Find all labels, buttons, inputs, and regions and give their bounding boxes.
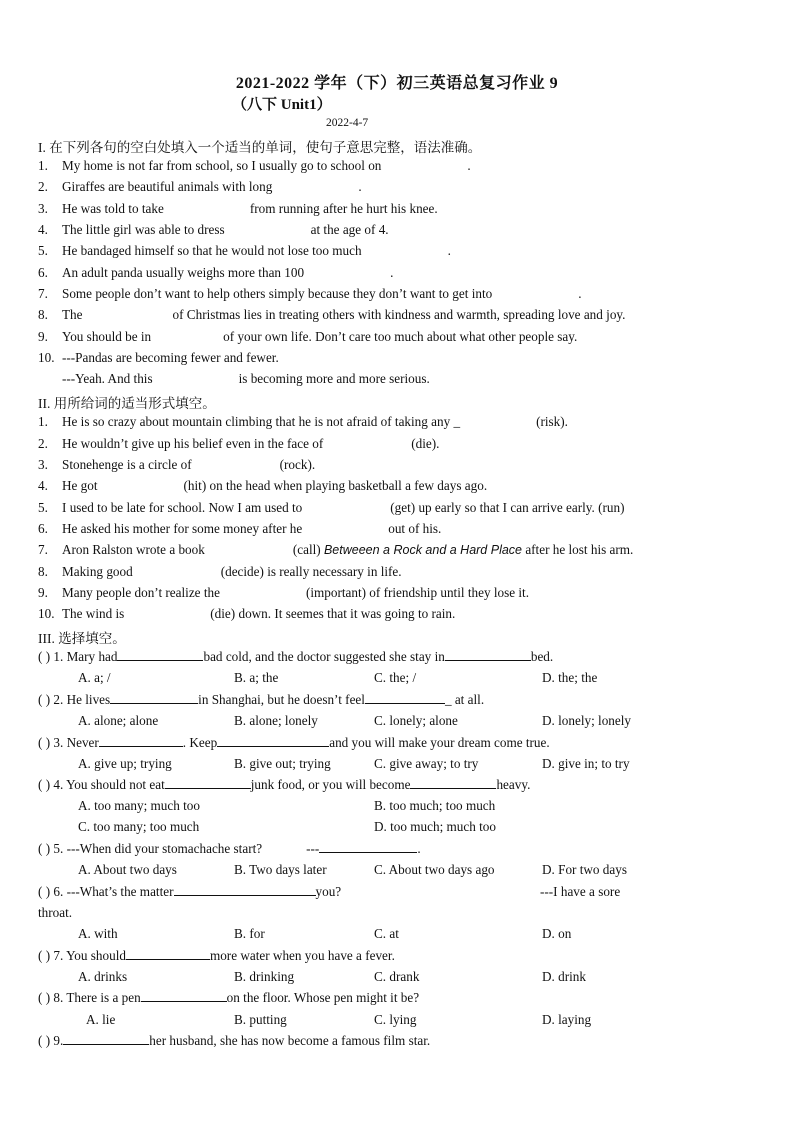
s2-item-7: 7. Aron Ralston wrote a book (call) Betweeen a Rock and a Hard Place after he lost his arm. xyxy=(38,542,634,557)
mc-question-2: ( ) 2. He lives in Shanghai, but he doesn’t feel _ at all. xyxy=(38,692,485,707)
mc-question-3: ( ) 3. Never . Keep and you will make your dream come true. xyxy=(38,735,550,750)
q3-option-c: C. give away; to try xyxy=(374,756,479,771)
worksheet-date: 2022-4-7 xyxy=(326,117,369,129)
mc-question-6: ( ) 6. ---What’s the matter you? xyxy=(38,884,342,899)
s1-item-1: 1. My home is not far from school, so I usually go to school on . xyxy=(38,158,471,173)
q4-option-d: D. too much; much too xyxy=(374,819,496,834)
q3-option-d: D. give in; to try xyxy=(542,756,630,771)
s2-item-8: 8. Making good (decide) is really necessary in life. xyxy=(38,564,402,579)
q6-reply: ---I have a sore xyxy=(540,884,621,899)
q8-option-c: C. lying xyxy=(374,1012,417,1027)
q6-option-b: B. for xyxy=(234,926,265,941)
mc-question-8: ( ) 8. There is a pen on the floor. Whose pen might it be? xyxy=(38,990,420,1005)
q7-option-a: A. drinks xyxy=(78,969,128,984)
s2-item-5: 5. I used to be late for school. Now I am used to (get) up early so that I can arrive early. (run) xyxy=(38,500,625,515)
q8-option-d: D. laying xyxy=(542,1012,592,1027)
section-2-heading: II. 用所给词的适当形式填空。 xyxy=(38,396,216,411)
mc-question-7: ( ) 7. You should more water when you have a fever. xyxy=(38,948,395,963)
q5-option-b: B. Two days later xyxy=(234,862,327,877)
q3-option-b: B. give out; trying xyxy=(234,756,331,771)
q5-option-a: A. About two days xyxy=(78,862,177,877)
s2-item-3: 3. Stonehenge is a circle of (rock). xyxy=(38,457,316,472)
q1-option-c: C. the; / xyxy=(374,670,417,685)
q2-option-c: C. lonely; alone xyxy=(374,713,458,728)
mc-question-4: ( ) 4. You should not eat junk food, or you will become heavy. xyxy=(38,777,531,792)
s2-item-9: 9. Many people don’t realize the (important) of friendship until they lose it. xyxy=(38,585,530,600)
mc-question-5: ( ) 5. ---When did your stomachache start? --- . xyxy=(38,841,421,856)
q4-option-c: C. too many; too much xyxy=(78,819,200,834)
q5-option-d: D. For two days xyxy=(542,862,627,877)
s2-item-2: 2. He wouldn’t give up his belief even in the face of (die). xyxy=(38,436,440,451)
q2-option-d: D. lonely; lonely xyxy=(542,713,632,728)
worksheet-subtitle: （八下 Unit1） xyxy=(232,97,332,113)
mc-question-1: ( ) 1. Mary had bad cold, and the doctor suggested she stay in bed. xyxy=(38,649,554,664)
s1-item-8: 8. The of Christmas lies in treating others with kindness and warmth, spreading love and joy. xyxy=(38,307,626,322)
worksheet-title: 2021-2022 学年（下）初三英语总复习作业 9 xyxy=(235,75,559,92)
q6-option-a: A. with xyxy=(78,926,118,941)
s2-item-4: 4. He got (hit) on the head when playing basketball a few days ago. xyxy=(38,478,488,493)
s1-item-5: 5. He bandaged himself so that he would not lose too much . xyxy=(38,243,451,258)
s1-item-10-reply: ---Yeah. And this is becoming more and more serious. xyxy=(62,371,430,386)
q1-option-b: B. a; the xyxy=(234,670,279,685)
q7-option-d: D. drink xyxy=(542,969,586,984)
q2-option-a: A. alone; alone xyxy=(78,713,159,728)
s1-item-9: 9. You should be in of your own life. Don’t care too much about what other people say. xyxy=(38,329,578,344)
section-1-heading: I. 在下列各句的空白处填入一个适当的单词，使句子意思完整，语法准确。 xyxy=(38,140,482,155)
s1-item-10: 10. ---Pandas are becoming fewer and fewer. xyxy=(38,350,279,365)
s2-item-6: 6. He asked his mother for some money after he out of his. xyxy=(38,521,442,536)
s1-item-4: 4. The little girl was able to dress at the age of 4. xyxy=(38,222,389,237)
book-title: Betweeen a Rock and a Hard Place xyxy=(323,543,523,557)
q7-option-b: B. drinking xyxy=(234,969,295,984)
s1-item-7: 7. Some people don’t want to help others simply because they don’t want to get into . xyxy=(38,286,582,301)
q5-option-c: C. About two days ago xyxy=(374,862,495,877)
q1-option-d: D. the; the xyxy=(542,670,598,685)
s1-item-6: 6. An adult panda usually weighs more than 100 . xyxy=(38,265,394,280)
q4-option-b: B. too much; too much xyxy=(374,798,496,813)
q1-option-a: A. a; / xyxy=(78,670,111,685)
q2-option-b: B. alone; lonely xyxy=(234,713,318,728)
q8-option-a: A. lie xyxy=(86,1012,116,1027)
q8-option-b: B. putting xyxy=(234,1012,287,1027)
s2-item-10: 10. The wind is (die) down. It seemes that it was going to rain. xyxy=(38,606,456,621)
q6-option-d: D. on xyxy=(542,926,572,941)
q7-option-c: C. drank xyxy=(374,969,420,984)
q4-option-a: A. too many; much too xyxy=(78,798,200,813)
s2-item-1: 1. He is so crazy about mountain climbing that he is not afraid of taking any _ (risk). xyxy=(38,414,568,429)
q3-option-a: A. give up; trying xyxy=(78,756,172,771)
s1-item-3: 3. He was told to take from running after he hurt his knee. xyxy=(38,201,438,216)
s1-item-2: 2. Giraffes are beautiful animals with long . xyxy=(38,179,362,194)
section-3-heading: III. 选择填空。 xyxy=(38,631,126,646)
mc-question-9: ( ) 9. her husband, she has now become a famous film star. xyxy=(38,1033,431,1048)
q6-continuation: throat. xyxy=(38,905,73,920)
q6-option-c: C. at xyxy=(374,926,399,941)
